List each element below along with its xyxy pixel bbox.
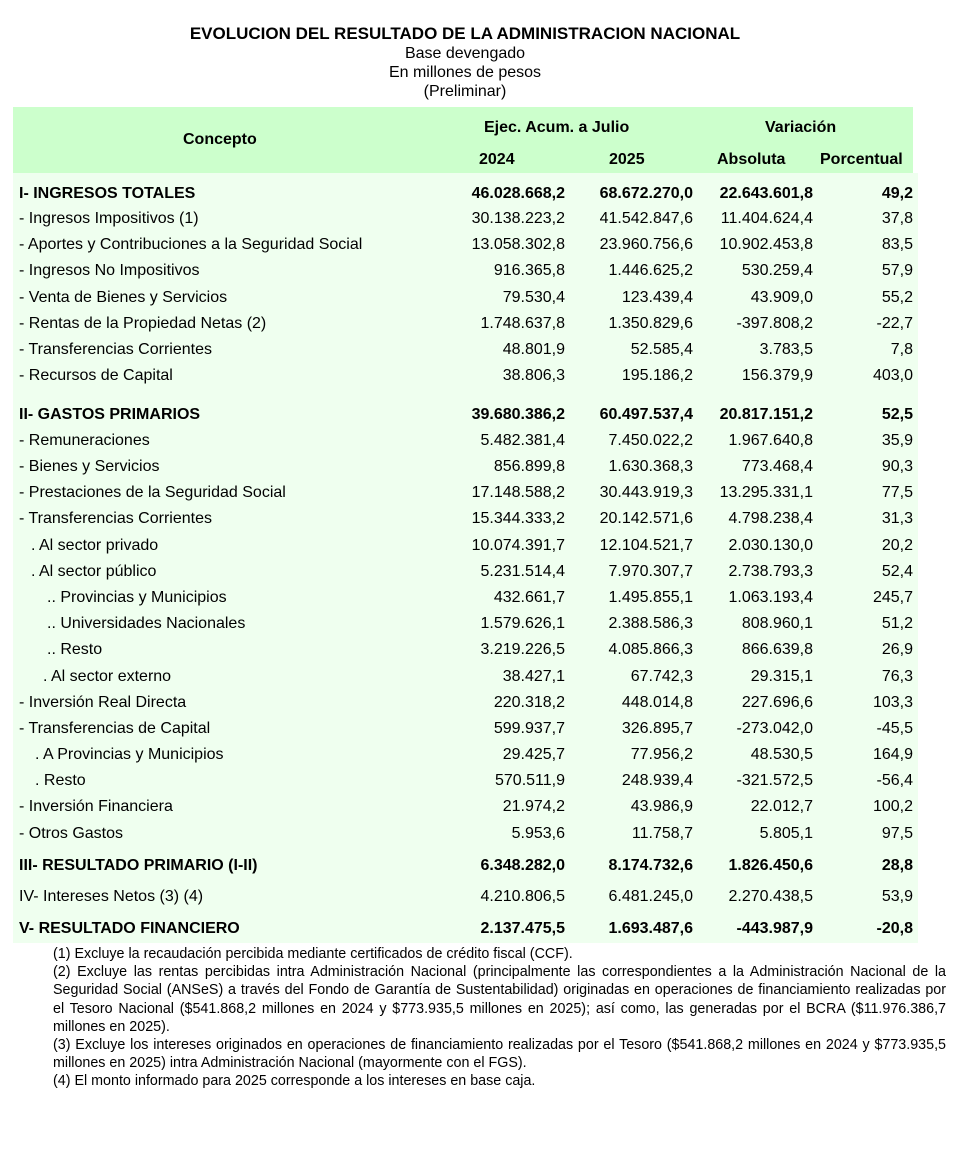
cell-absoluta: 48.530,5 [750, 746, 813, 763]
cell-2024: 6.348.282,0 [480, 857, 565, 874]
row-label: . Al sector público [31, 563, 157, 580]
cell-2024: 3.219.226,5 [480, 641, 565, 658]
cell-2024: 5.231.514,4 [480, 563, 565, 580]
row-label: - Ingresos No Impositivos [19, 262, 200, 279]
table-row [13, 312, 918, 336]
cell-porcentual: 90,3 [881, 458, 913, 475]
cell-2024: 29.425,7 [502, 746, 565, 763]
table-row [13, 586, 918, 610]
cell-2025: 195.186,2 [621, 367, 693, 384]
table-row [13, 233, 918, 257]
cell-2025: 41.542.847,6 [599, 210, 693, 227]
cell-porcentual: 76,3 [881, 668, 913, 685]
table-row [13, 259, 918, 283]
table-row [13, 338, 918, 362]
cell-porcentual: 55,2 [881, 289, 913, 306]
cell-porcentual: 403,0 [872, 367, 913, 384]
cell-2025: 2.388.586,3 [608, 615, 693, 632]
col-header-2024: 2024 [479, 151, 515, 168]
col-header-concepto: Concepto [183, 131, 257, 148]
cell-porcentual: 52,4 [881, 563, 913, 580]
row-label: - Inversión Financiera [19, 798, 173, 815]
cell-absoluta: 2.030.130,0 [728, 537, 813, 554]
footnote-2: (2) Excluye las rentas percibidas intra Administración Nacional (principalmente las correspondientes a la Administración Nacional de la Seguridad Social (ANSeS) a través del Fondo de Garantía de Sustentabilidad) originadas en operaciones de financiamiento realizadas por el Tesoro Nacional ($541.868,2 millones en 2024 y $773.935,5 millones en 2025); así como, las generadas por el BCRA ($11.976.386,7 millones en 2025). [53, 964, 946, 1035]
cell-2025: 1.495.855,1 [608, 589, 693, 606]
row-label: - Remuneraciones [19, 432, 150, 449]
cell-porcentual: 20,2 [881, 537, 913, 554]
footnote-3: (3) Excluye los intereses originados en operaciones de financiamiento realizadas por el Tesoro ($541.868,2 millones en 2024 y $773.935,5 millones en 2025) intra Administración Nacional (mayormente con el FGS). [53, 1037, 946, 1072]
cell-absoluta: 13.295.331,1 [719, 484, 813, 501]
cell-2025: 7.970.307,7 [608, 563, 693, 580]
cell-2024: 5.482.381,4 [480, 432, 565, 449]
cell-absoluta: 43.909,0 [750, 289, 813, 306]
cell-2025: 4.085.866,3 [608, 641, 693, 658]
table-row [13, 403, 918, 427]
cell-2024: 916.365,8 [493, 262, 565, 279]
table-row [13, 691, 918, 715]
cell-absoluta: 3.783,5 [759, 341, 813, 358]
col-header-2025: 2025 [609, 151, 645, 168]
row-label: I- INGRESOS TOTALES [19, 185, 196, 202]
table-row [13, 822, 918, 846]
cell-2024: 38.427,1 [502, 668, 565, 685]
footnote-4: (4) El monto informado para 2025 corresponde a los intereses en base caja. [53, 1073, 536, 1090]
cell-absoluta: 866.639,8 [741, 641, 813, 658]
row-label: - Venta de Bienes y Servicios [19, 289, 228, 306]
row-label: II- GASTOS PRIMARIOS [19, 406, 201, 423]
cell-absoluta: 5.805,1 [759, 825, 813, 842]
report-title: EVOLUCION DEL RESULTADO DE LA ADMINISTRACION NACIONAL [189, 24, 741, 43]
report-subtitle-units: En millones de pesos [388, 64, 542, 81]
cell-porcentual: 49,2 [881, 185, 913, 202]
col-header-porcentual: Porcentual [820, 151, 903, 168]
row-label: . A Provincias y Municipios [35, 746, 224, 763]
cell-2024: 38.806,3 [502, 367, 565, 384]
cell-absoluta: 2.270.438,5 [728, 888, 813, 905]
table-row [13, 207, 918, 231]
row-label: .. Universidades Nacionales [47, 615, 246, 632]
cell-porcentual: 35,9 [881, 432, 913, 449]
row-label: - Transferencias Corrientes [19, 341, 212, 358]
row-label: - Prestaciones de la Seguridad Social [19, 484, 286, 501]
cell-2024: 2.137.475,5 [480, 920, 565, 937]
cell-2025: 1.350.829,6 [608, 315, 693, 332]
cell-porcentual: 37,8 [881, 210, 913, 227]
row-label: V- RESULTADO FINANCIERO [19, 920, 240, 937]
cell-porcentual: 97,5 [881, 825, 913, 842]
table-row [13, 429, 918, 453]
footnotes [53, 945, 946, 1091]
cell-2025: 12.104.521,7 [599, 537, 693, 554]
cell-2024: 21.974,2 [502, 798, 565, 815]
cell-absoluta: -397.808,2 [736, 315, 813, 332]
cell-2024: 4.210.806,5 [480, 888, 565, 905]
row-label: IV- Intereses Netos (3) (4) [19, 888, 204, 905]
table-row [13, 717, 918, 741]
cell-absoluta: 4.798.238,4 [728, 510, 813, 527]
cell-2024: 48.801,9 [502, 341, 565, 358]
cell-2025: 7.450.022,2 [608, 432, 693, 449]
cell-porcentual: -45,5 [876, 720, 913, 737]
table-row [13, 854, 918, 878]
cell-absoluta: 29.315,1 [750, 668, 813, 685]
cell-porcentual: 77,5 [881, 484, 913, 501]
cell-absoluta: 11.404.624,4 [720, 210, 813, 227]
cell-porcentual: 26,9 [881, 641, 913, 658]
cell-absoluta: 22.012,7 [750, 798, 813, 815]
table-row [13, 638, 918, 662]
cell-absoluta: 10.902.453,8 [719, 236, 813, 253]
row-label: - Rentas de la Propiedad Netas (2) [19, 315, 267, 332]
table-row [13, 665, 918, 689]
cell-2025: 20.142.571,6 [599, 510, 693, 527]
cell-2025: 52.585,4 [630, 341, 693, 358]
table-header [13, 107, 913, 173]
cell-2024: 1.748.637,8 [480, 315, 565, 332]
table-row [13, 612, 918, 636]
table-row [13, 182, 918, 206]
cell-absoluta: 808.960,1 [741, 615, 813, 632]
cell-2024: 30.138.223,2 [471, 210, 565, 227]
cell-porcentual: 83,5 [881, 236, 913, 253]
cell-absoluta: 773.468,4 [741, 458, 813, 475]
row-label: - Recursos de Capital [19, 367, 173, 384]
table-row [13, 286, 918, 310]
cell-2024: 220.318,2 [493, 694, 565, 711]
table-row [13, 481, 918, 505]
cell-porcentual: 28,8 [881, 857, 913, 874]
cell-absoluta: 1.967.640,8 [728, 432, 813, 449]
cell-2025: 68.672.270,0 [599, 185, 693, 202]
row-label: - Inversión Real Directa [19, 694, 187, 711]
cell-2024: 856.899,8 [493, 458, 565, 475]
row-label: . Resto [35, 772, 86, 789]
cell-absoluta: 1.826.450,6 [728, 857, 813, 874]
cell-2024: 13.058.302,8 [471, 236, 565, 253]
table-row [13, 560, 918, 584]
cell-2025: 11.758,7 [631, 825, 693, 842]
cell-2025: 448.014,8 [621, 694, 693, 711]
cell-2025: 77.956,2 [630, 746, 693, 763]
row-label: . Al sector externo [43, 668, 172, 685]
row-label: III- RESULTADO PRIMARIO (I-II) [19, 857, 258, 874]
row-label: . Al sector privado [31, 537, 159, 554]
cell-absoluta: 156.379,9 [741, 367, 813, 384]
cell-2025: 123.439,4 [621, 289, 693, 306]
cell-2024: 570.511,9 [495, 772, 565, 789]
row-label: .. Resto [47, 641, 103, 658]
row-label: - Bienes y Servicios [19, 458, 160, 475]
cell-porcentual: -56,4 [876, 772, 913, 789]
cell-porcentual: 164,9 [872, 746, 913, 763]
cell-2025: 23.960.756,6 [599, 236, 693, 253]
table-row [13, 885, 918, 909]
cell-2024: 15.344.333,2 [471, 510, 565, 527]
col-header-absoluta: Absoluta [717, 151, 786, 168]
cell-2025: 60.497.537,4 [599, 406, 693, 423]
table-row [13, 507, 918, 531]
row-label: - Aportes y Contribuciones a la Seguridad Social [19, 236, 363, 253]
cell-porcentual: 52,5 [881, 406, 913, 423]
report-subtitle-basis: Base devengado [404, 45, 526, 62]
cell-2025: 8.174.732,6 [608, 857, 693, 874]
cell-porcentual: 31,3 [881, 510, 913, 527]
report-subtitle-status: (Preliminar) [423, 83, 507, 100]
cell-2025: 1.630.368,3 [608, 458, 693, 475]
table-row [13, 769, 918, 793]
cell-2024: 5.953,6 [511, 825, 565, 842]
cell-porcentual: -20,8 [876, 920, 913, 937]
col-header-variacion: Variación [765, 119, 837, 136]
row-label: - Transferencias de Capital [19, 720, 211, 737]
cell-porcentual: 7,8 [890, 341, 913, 358]
cell-absoluta: 227.696,6 [741, 694, 813, 711]
cell-2025: 1.693.487,6 [608, 920, 693, 937]
cell-absoluta: 2.738.793,3 [728, 563, 813, 580]
cell-2024: 599.937,7 [493, 720, 565, 737]
cell-2025: 30.443.919,3 [599, 484, 693, 501]
cell-porcentual: 53,9 [881, 888, 913, 905]
table-row [13, 364, 918, 388]
cell-absoluta: -321.572,5 [736, 772, 813, 789]
cell-absoluta: 530.259,4 [741, 262, 813, 279]
cell-absoluta: -273.042,0 [736, 720, 813, 737]
cell-porcentual: 103,3 [872, 694, 913, 711]
cell-2025: 1.446.625,2 [608, 262, 693, 279]
table-row [13, 455, 918, 479]
table-row [13, 795, 918, 819]
cell-2025: 43.986,9 [630, 798, 693, 815]
cell-absoluta: -443.987,9 [736, 920, 813, 937]
row-label: - Transferencias Corrientes [19, 510, 212, 527]
row-label: - Otros Gastos [19, 825, 124, 842]
cell-porcentual: 100,2 [872, 798, 913, 815]
cell-2025: 67.742,3 [630, 668, 693, 685]
cell-2025: 248.939,4 [621, 772, 693, 789]
report-header [0, 24, 930, 101]
cell-absoluta: 22.643.601,8 [719, 185, 813, 202]
cell-absoluta: 1.063.193,4 [728, 589, 813, 606]
col-header-ejec: Ejec. Acum. a Julio [484, 119, 630, 136]
cell-porcentual: 57,9 [881, 262, 913, 279]
cell-2024: 46.028.668,2 [471, 185, 565, 202]
cell-porcentual: 51,2 [881, 615, 913, 632]
row-label: - Ingresos Impositivos (1) [19, 210, 199, 227]
cell-2025: 326.895,7 [621, 720, 693, 737]
cell-porcentual: -22,7 [876, 315, 913, 332]
table-row [13, 743, 918, 767]
cell-2024: 10.074.391,7 [471, 537, 565, 554]
cell-2024: 17.148.588,2 [471, 484, 565, 501]
cell-porcentual: 245,7 [872, 589, 913, 606]
cell-2024: 432.661,7 [493, 589, 565, 606]
cell-2024: 39.680.386,2 [471, 406, 565, 423]
cell-2024: 79.530,4 [502, 289, 565, 306]
footnote-1: (1) Excluye la recaudación percibida mediante certificados de crédito fiscal (CCF). [53, 946, 573, 962]
table-row [13, 917, 918, 941]
cell-absoluta: 20.817.151,2 [719, 406, 813, 423]
cell-2024: 1.579.626,1 [480, 615, 565, 632]
row-label: .. Provincias y Municipios [47, 589, 227, 606]
table-row [13, 534, 918, 558]
cell-2025: 6.481.245,0 [608, 888, 693, 905]
